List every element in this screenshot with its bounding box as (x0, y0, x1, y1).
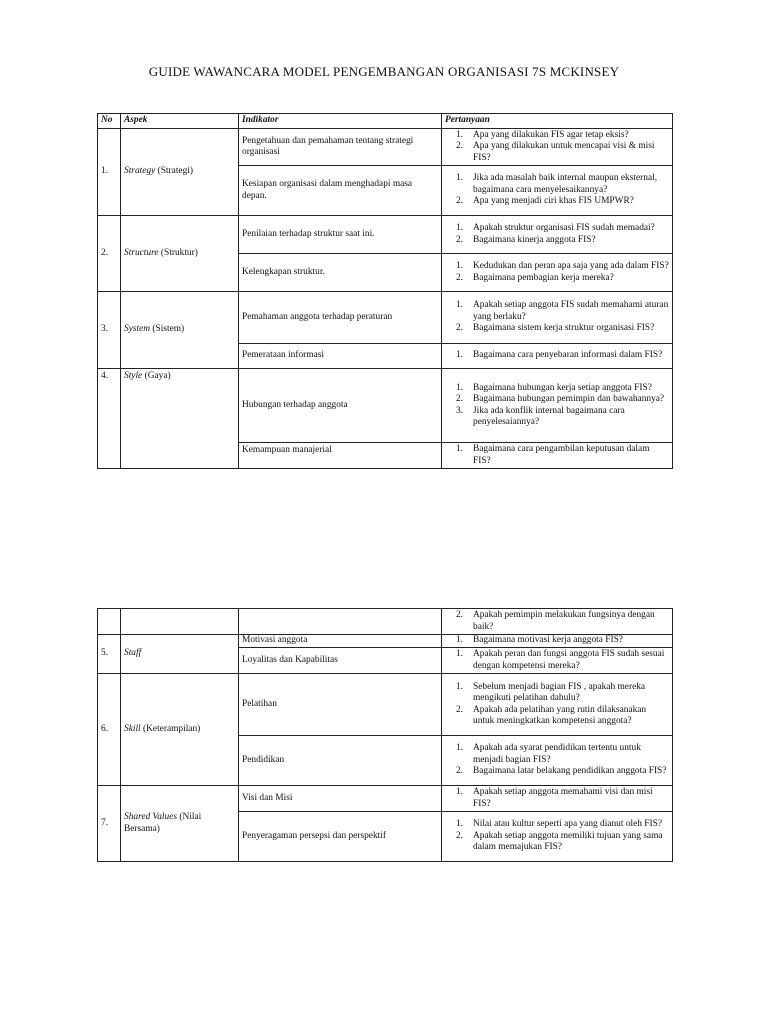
indikator-cell: Penyeragaman persepsi dan perspektif (239, 812, 442, 862)
question-text: Jika ada masalah baik internal maupun eksternal, bagaimana cara menyelesaikannya? (473, 173, 658, 195)
question-item (445, 682, 669, 705)
question-number: 2. (455, 830, 463, 841)
row-number: 2. (98, 216, 121, 292)
question-text: Bagaimana cara pengambilan keputusan dalam FIS? (473, 444, 650, 466)
indikator-cell: Pemerataan informasi (239, 344, 442, 369)
indikator-cell: Kemampuan manajerial (239, 443, 442, 469)
question-list (445, 635, 669, 647)
header-indikator: Indikator (239, 114, 442, 129)
indikator-cell: Visi dan Misi (239, 786, 442, 812)
question-number: 2. (455, 766, 463, 777)
question-number: 1. (455, 300, 463, 311)
empty-cell (98, 609, 121, 635)
questions-cell (442, 129, 673, 166)
question-list (445, 787, 669, 810)
question-number: 2. (455, 704, 463, 715)
question-item (445, 766, 669, 778)
question-list (445, 743, 669, 778)
document-title: GUIDE WAWANCARA MODEL PENGEMBANGAN ORGANISASI 7S MCKINSEY (148, 64, 620, 79)
question-text: Apakah setiap anggota memiliki tujuan yang sama dalam memajukan FIS? (473, 830, 663, 853)
questions-cell (442, 786, 673, 812)
question-text: Apakah peran dan fungsi anggota FIS sudah sesuai dengan kompetensi mereka? (473, 649, 665, 671)
aspek-name: Style (124, 371, 143, 381)
question-text: Apakah setiap anggota FIS sudah memahami aturan yang berlaku? (473, 300, 669, 322)
questions-cell (442, 254, 673, 292)
question-item (445, 261, 669, 273)
question-list (445, 682, 669, 728)
question-text: Sebelum menjadi bagian FIS , apakah mereka mengikuti pelatihan dahulu? (473, 681, 646, 703)
aspek-cell (121, 674, 239, 786)
question-number: 1. (455, 129, 463, 140)
aspek-translation: (Nilai Bersama) (124, 812, 202, 834)
question-list (445, 444, 669, 467)
aspek-name: Staff (124, 648, 142, 659)
table-row (98, 216, 673, 254)
question-text: Jika ada konflik internal bagaimana cara penyelesaiannya? (473, 405, 625, 427)
question-number: 2. (455, 234, 463, 245)
question-number: 2. (455, 141, 463, 152)
indikator-cell: Pengetahuan dan pemahaman tentang strategi organisasi (239, 129, 442, 166)
question-text: Bagaimana motivasi kerja anggota FIS? (473, 635, 623, 646)
question-text: Nilai atau kultur seperti apa yang dianut oleh FIS? (473, 819, 663, 830)
question-text: Apa yang dilakukan FIS agar tetap eksis? (473, 129, 629, 140)
aspek-translation: (Keterampilan) (143, 723, 201, 734)
indikator-cell: Pelatihan (239, 674, 442, 736)
question-text: Apa yang menjadi ciri khas FIS UMPWR? (473, 196, 634, 207)
aspek-name: Shared Values (124, 812, 178, 822)
question-item (445, 223, 669, 235)
question-text: Bagaimana hubungan kerja setiap anggota FIS? (473, 382, 652, 393)
question-item (445, 235, 669, 247)
header-row (98, 114, 673, 129)
question-text: Apakah struktur organisasi FIS sudah memadai? (473, 223, 655, 233)
table-row (98, 609, 673, 635)
question-text: Bagaimana cara penyebaran informasi dalam FIS? (473, 350, 663, 361)
indikator-cell: Pendidikan (239, 736, 442, 786)
question-number: 2. (455, 196, 463, 207)
row-number: 6. (98, 674, 121, 786)
aspek-name: Structure (124, 247, 159, 258)
questions-cell (442, 635, 673, 648)
aspek-translation: (Strategi) (157, 166, 193, 177)
question-list (445, 819, 669, 854)
aspek-translation: (Struktur) (160, 247, 198, 258)
indikator-cell: Kelengkapan struktur. (239, 254, 442, 292)
question-number: 1. (455, 223, 463, 233)
indikator-cell: Loyalitas dan Kapabilitas (239, 648, 442, 674)
questions-cell (442, 609, 673, 635)
row-number: 4. (98, 369, 121, 469)
header-pertanyaan: Pertanyaan (442, 114, 673, 129)
aspek-cell (121, 635, 239, 674)
question-list (445, 173, 669, 208)
question-item (445, 743, 669, 766)
question-item (445, 831, 669, 854)
question-number: 1. (455, 382, 463, 393)
question-item (445, 394, 669, 406)
question-item (445, 273, 669, 285)
question-list (445, 261, 669, 284)
questions-cell (442, 648, 673, 674)
questions-cell (442, 369, 673, 443)
table-row (98, 369, 673, 443)
indikator-cell: Motivasi anggota (239, 635, 442, 648)
aspek-translation: (Gaya) (144, 371, 171, 381)
aspek-name: Skill (124, 723, 141, 734)
question-text: Kedudukan dan peran apa saja yang ada dalam FIS? (473, 261, 669, 271)
interview-guide-table-page1 (97, 113, 673, 469)
question-number: 1. (455, 819, 463, 830)
table-row (98, 129, 673, 166)
question-list (445, 300, 669, 335)
question-text: Bagaimana pembagian kerja mereka? (473, 272, 614, 283)
indikator-cell: Kesiapan organisasi dalam menghadapi masa depan. (239, 166, 442, 216)
aspek-name: Strategy (124, 166, 156, 177)
table-row (98, 786, 673, 812)
row-number: 7. (98, 786, 121, 862)
aspek-cell (121, 369, 239, 469)
question-item (445, 444, 669, 467)
question-item (445, 819, 669, 831)
question-number: 2. (455, 272, 463, 283)
question-number: 1. (455, 743, 463, 754)
question-list (445, 610, 669, 633)
question-number: 3. (455, 405, 463, 416)
question-list (445, 223, 669, 246)
question-list (445, 130, 669, 165)
question-item (445, 406, 669, 429)
question-text: Apakah pemimpin melakukan fungsinya dengan baik? (473, 610, 655, 632)
question-item (445, 141, 669, 164)
question-list (445, 350, 669, 362)
question-text: Apakah ada pelatihan yang rutin dilaksanakan untuk meningkatkan kompetensi anggota? (473, 704, 647, 726)
questions-cell (442, 443, 673, 469)
table-row (98, 292, 673, 344)
question-text: Apakah ada syarat pendidikan tertentu untuk menjadi bagian FIS? (473, 743, 641, 765)
question-item (445, 323, 669, 335)
question-text: Apakah setiap anggota memahami visi dan misi FIS? (473, 787, 653, 809)
question-number: 1. (455, 787, 463, 797)
question-number: 1. (455, 635, 463, 646)
header-aspek: Aspek (121, 114, 239, 129)
question-number: 2. (455, 394, 463, 404)
header-no: No (98, 114, 121, 129)
questions-cell (442, 812, 673, 862)
question-item (445, 300, 669, 323)
question-text: Apa yang dilakukan untuk mencapai visi & misi FIS? (473, 141, 655, 163)
question-number: 1. (455, 444, 463, 454)
aspek-translation: (Sistem) (152, 324, 185, 335)
question-list (445, 383, 669, 429)
question-item (445, 173, 669, 196)
questions-cell (442, 166, 673, 216)
question-text: Bagaimana latar belakang pendidikan anggota FIS? (473, 766, 667, 777)
row-number: 1. (98, 129, 121, 216)
question-item (445, 635, 669, 647)
question-item (445, 350, 669, 362)
question-number: 1. (455, 649, 463, 659)
question-item (445, 196, 669, 208)
question-list (445, 649, 669, 672)
questions-cell (442, 344, 673, 369)
aspek-cell (121, 292, 239, 369)
empty-cell (239, 609, 442, 635)
table-row (98, 635, 673, 648)
question-number: 1. (455, 350, 463, 361)
indikator-cell: Penilaian terhadap struktur saat ini. (239, 216, 442, 254)
question-item (445, 383, 669, 395)
question-number: 1. (455, 173, 463, 184)
question-number: 2. (455, 610, 463, 620)
table-row (98, 674, 673, 736)
question-item (445, 787, 669, 810)
aspek-name: System (124, 324, 151, 335)
empty-cell (121, 609, 239, 635)
question-item (445, 130, 669, 142)
indikator-cell: Hubungan terhadap anggota (239, 369, 442, 443)
aspek-cell (121, 129, 239, 216)
question-number: 1. (455, 681, 463, 692)
interview-guide-table-page2 (97, 608, 673, 862)
row-number: 5. (98, 635, 121, 674)
question-number: 1. (455, 261, 463, 271)
question-text: Bagaimana hubungan pemimpin dan bawahannya? (473, 394, 665, 404)
aspek-cell (121, 216, 239, 292)
question-item (445, 649, 669, 672)
question-item (445, 705, 669, 728)
questions-cell (442, 674, 673, 736)
aspek-cell (121, 786, 239, 862)
question-number: 2. (455, 323, 463, 334)
questions-cell (442, 736, 673, 786)
row-number: 3. (98, 292, 121, 369)
questions-cell (442, 292, 673, 344)
questions-cell (442, 216, 673, 254)
indikator-cell: Pemahaman anggota terhadap peraturan (239, 292, 442, 344)
question-item (445, 610, 669, 633)
question-text: Bagaimana kinerja anggota FIS? (473, 234, 596, 245)
question-text: Bagaimana sistem kerja struktur organisasi FIS? (473, 323, 655, 334)
